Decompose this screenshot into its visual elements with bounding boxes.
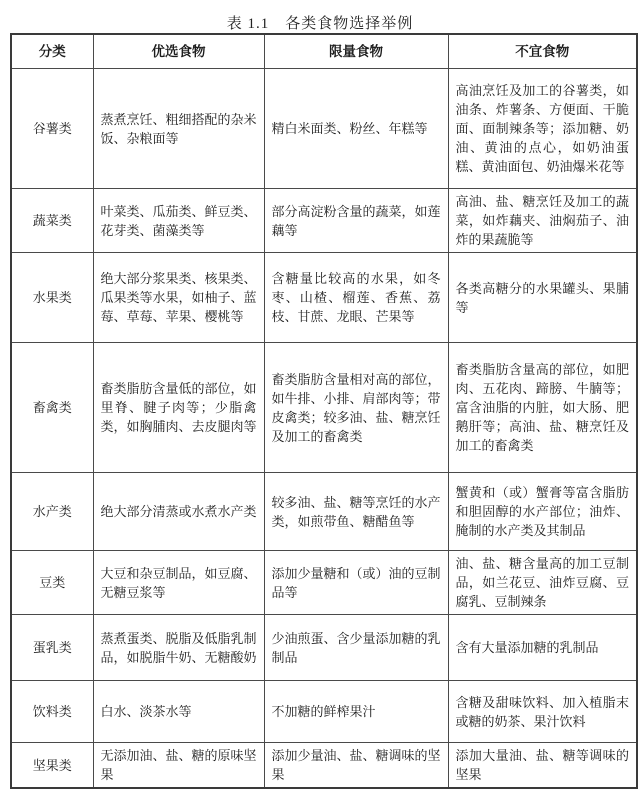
row-category: 坚果类 <box>11 743 93 789</box>
row-category: 蔬菜类 <box>11 189 93 253</box>
cell-limited: 精白米面类、粉丝、年糕等 <box>264 69 448 189</box>
row-category: 饮料类 <box>11 681 93 743</box>
cell-preferred: 蒸煮蛋类、脱脂及低脂乳制品，如脱脂牛奶、无糖酸奶 <box>93 615 264 681</box>
cell-unsuitable: 油、盐、糖含量高的加工豆制品，如兰花豆、油炸豆腐、豆腐乳、豆制辣条 <box>448 551 637 615</box>
header-row <box>11 34 637 69</box>
table-row-fruits <box>11 253 637 343</box>
cell-limited: 部分高淀粉含量的蔬菜，如莲藕等 <box>264 189 448 253</box>
row-category: 谷薯类 <box>11 69 93 189</box>
row-category: 水产类 <box>11 473 93 551</box>
table-row-grains <box>11 69 637 189</box>
cell-preferred: 绝大部分清蒸或水煮水产类 <box>93 473 264 551</box>
row-category: 水果类 <box>11 253 93 343</box>
cell-preferred: 畜类脂肪含量低的部位，如里脊、腱子肉等；少脂禽类，如胸脯肉、去皮腿肉等 <box>93 343 264 473</box>
cell-limited: 较多油、盐、糖等烹饪的水产类，如煎带鱼、糖醋鱼等 <box>264 473 448 551</box>
cell-unsuitable: 含糖及甜味饮料、加入植脂末或糖的奶茶、果汁饮料 <box>448 681 637 743</box>
table-title: 表 1.1 各类食物选择举例 <box>226 16 414 32</box>
cell-unsuitable: 蟹黄和（或）蟹膏等富含脂肪和胆固醇的水产部位；油炸、腌制的水产类及其制品 <box>448 473 637 551</box>
table-row-egg-dairy <box>11 615 637 681</box>
cell-limited: 添加少量糖和（或）油的豆制品等 <box>264 551 448 615</box>
table-row-beverages <box>11 681 637 743</box>
table-row-livestock-poultry <box>11 343 637 473</box>
cell-limited: 少油煎蛋、含少量添加糖的乳制品 <box>264 615 448 681</box>
cell-unsuitable: 高油烹饪及加工的谷薯类，如油条、炸薯条、方便面、干脆面、面制辣条等；添加糖、奶油、黄油的点心，如奶油蛋糕、黄油面包、奶油爆米花等 <box>448 69 637 189</box>
table-row-vegetables <box>11 189 637 253</box>
cell-preferred: 绝大部分浆果类、核果类、瓜果类等水果，如柚子、蓝莓、草莓、苹果、樱桃等 <box>93 253 264 343</box>
header-category: 分类 <box>11 34 93 69</box>
food-selection-table <box>10 33 638 789</box>
table-row-nuts <box>11 743 637 789</box>
table-row-beans <box>11 551 637 615</box>
cell-limited: 含糖量比较高的水果，如冬枣、山楂、榴莲、香蕉、荔枝、甘蔗、龙眼、芒果等 <box>264 253 448 343</box>
cell-unsuitable: 畜类脂肪含量高的部位，如肥肉、五花肉、蹄膀、牛腩等；富含油脂的内脏，如大肠、肥鹅肝等；高油、盐、糖烹饪及加工的畜禽类 <box>448 343 637 473</box>
cell-unsuitable: 含有大量添加糖的乳制品 <box>448 615 637 681</box>
cell-preferred: 白水、淡茶水等 <box>93 681 264 743</box>
cell-preferred: 大豆和杂豆制品，如豆腐、无糖豆浆等 <box>93 551 264 615</box>
header-limited-foods: 限量食物 <box>264 34 448 69</box>
cell-preferred: 无添加油、盐、糖的原味坚果 <box>93 743 264 789</box>
header-unsuitable-foods: 不宜食物 <box>448 34 637 69</box>
cell-limited: 添加少量油、盐、糖调味的坚果 <box>264 743 448 789</box>
cell-unsuitable: 添加大量油、盐、糖等调味的坚果 <box>448 743 637 789</box>
cell-limited: 不加糖的鲜榨果汁 <box>264 681 448 743</box>
header-preferred-foods: 优选食物 <box>93 34 264 69</box>
cell-limited: 畜类脂肪含量相对高的部位，如牛排、小排、肩部肉等；带皮禽类；较多油、盐、糖烹饪及加工的畜禽类 <box>264 343 448 473</box>
row-category: 豆类 <box>11 551 93 615</box>
table-row-aquatic <box>11 473 637 551</box>
row-category: 蛋乳类 <box>11 615 93 681</box>
cell-preferred: 蒸煮烹饪、粗细搭配的杂米饭、杂粮面等 <box>93 69 264 189</box>
cell-unsuitable: 高油、盐、糖烹饪及加工的蔬菜，如炸藕夹、油焖茄子、油炸的果蔬脆等 <box>448 189 637 253</box>
cell-preferred: 叶菜类、瓜茄类、鲜豆类、花芽类、菌藻类等 <box>93 189 264 253</box>
row-category: 畜禽类 <box>11 343 93 473</box>
cell-unsuitable: 各类高糖分的水果罐头、果脯等 <box>448 253 637 343</box>
